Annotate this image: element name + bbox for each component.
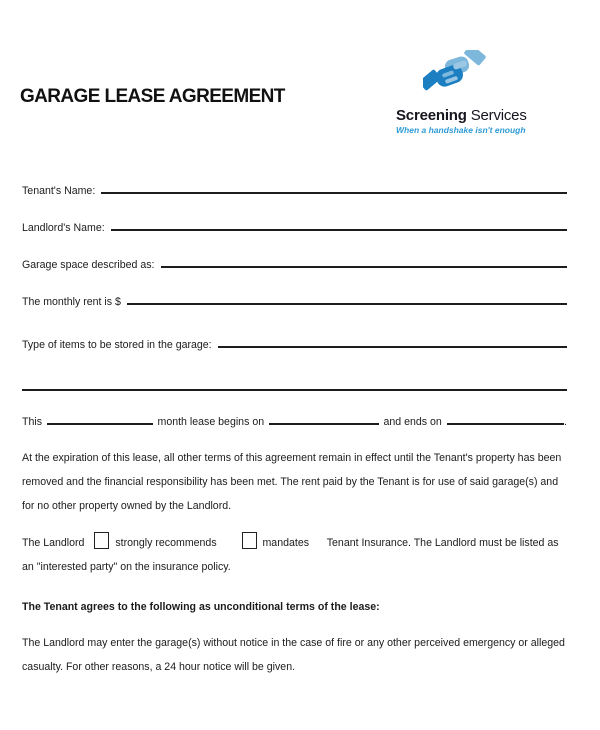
lease-term-row xyxy=(22,410,567,429)
insurance-rest: Tenant Insurance. The Landlord must be listed as an "interested party" on the insurance policy. xyxy=(22,537,559,573)
lease-months-blank[interactable] xyxy=(47,410,152,425)
mandates-label: mandates xyxy=(262,537,310,549)
lease-term-word1: This xyxy=(22,416,43,428)
insurance-prefix: The Landlord xyxy=(22,537,85,549)
monthly-rent-blank[interactable] xyxy=(127,289,567,305)
stored-items-label: Type of items to be stored in the garage: xyxy=(22,339,212,351)
landlord-name-row xyxy=(22,215,567,234)
stored-items-blank[interactable] xyxy=(218,332,567,348)
strongly-recommends-checkbox[interactable] xyxy=(94,532,109,549)
lease-term-word2: month lease begins on xyxy=(157,416,265,428)
stored-items-row xyxy=(22,332,567,351)
monthly-rent-label: The monthly rent is $ xyxy=(22,296,121,308)
expiration-paragraph: At the expiration of this lease, all other terms of this agreement remain in effect until the Tenant's property has been removed and the financial responsibility has been met. The rent paid by the Tenant is for use of said garage(s) and for no other property owned by the Landlord. xyxy=(22,452,562,512)
insurance-clause xyxy=(22,531,567,579)
monthly-rent-row xyxy=(22,289,567,308)
garage-space-blank[interactable] xyxy=(161,252,568,268)
lease-start-date-blank[interactable] xyxy=(269,410,378,425)
form-body xyxy=(22,150,567,690)
mandates-checkbox[interactable] xyxy=(242,532,257,549)
lease-term-word3: and ends on xyxy=(383,416,442,428)
stored-items-blank-line2[interactable] xyxy=(22,377,567,391)
landlord-name-label: Landlord's Name: xyxy=(22,222,105,234)
page-title: GARAGE LEASE AGREEMENT xyxy=(20,86,285,107)
strongly-recommends-label: strongly recommends xyxy=(115,537,217,549)
landlord-name-blank[interactable] xyxy=(111,215,567,231)
tenant-name-blank[interactable] xyxy=(101,178,567,194)
brand-name-regular: Services xyxy=(466,107,527,124)
terms-heading: The Tenant agrees to the following as unconditional terms of the lease: xyxy=(22,601,380,613)
tenant-name-label: Tenant's Name: xyxy=(22,185,96,197)
brand-tagline: When a handshake isn't enough xyxy=(396,125,526,135)
lease-term-period: . xyxy=(564,416,567,428)
garage-space-label: Garage space described as: xyxy=(22,259,155,271)
brand-name xyxy=(396,107,546,124)
tenant-name-row xyxy=(22,178,567,197)
brand-name-bold: Screening xyxy=(396,107,467,124)
company-logo xyxy=(396,50,546,135)
entry-notice-paragraph: The Landlord may enter the garage(s) without notice in the case of fire or any other perceived emergency or alleged casualty. For other reasons, a 24 hour notice will be given. xyxy=(22,637,565,673)
handshake-icon xyxy=(396,50,514,106)
lease-end-date-blank[interactable] xyxy=(447,410,564,425)
garage-space-row xyxy=(22,252,567,271)
